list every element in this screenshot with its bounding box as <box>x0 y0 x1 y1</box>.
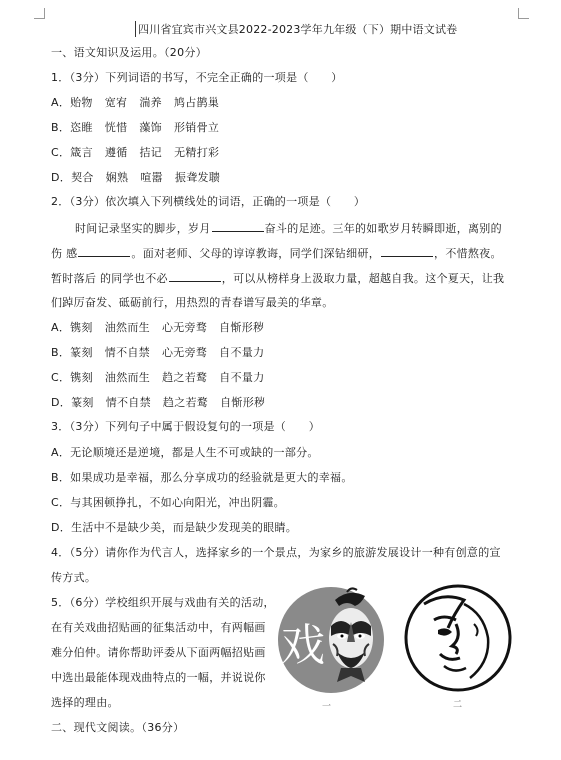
answer-blank-4[interactable] <box>169 271 221 282</box>
question-3-option-a: A．无论顺境还是逆境，都是人生不可或缺的一部分。 <box>51 446 319 459</box>
question-2-option-a: A．镌刻 油然而生 心无旁骛 自惭形秽 <box>51 321 265 334</box>
poster-2-label: 二 <box>453 700 463 710</box>
poster-2-face-sketch-image <box>404 584 512 692</box>
question-5-line-3: 难分伯仲。请你帮助评委从下面两幅招贴画 <box>51 646 266 659</box>
crop-mark-top-right <box>518 8 529 19</box>
question-3-option-b: B．如果成功是幸福，那么分享成功的经验就是更大的幸福。 <box>51 471 353 484</box>
question-5-line-5: 选择的理由。 <box>51 696 119 709</box>
answer-blank-2[interactable] <box>78 246 130 257</box>
crop-mark-top-left <box>34 8 45 19</box>
question-5-line-2: 在有关戏曲招贴画的征集活动中，有两幅画 <box>51 621 266 634</box>
question-5-line-4: 中选出最能体现戏曲特点的一幅，并说说你 <box>51 671 266 684</box>
question-2-option-d: D．篆刻 情不自禁 趋之若鹜 自惭形秽 <box>51 396 266 409</box>
question-3-stem: 3．（3分）下列句子中属于假设复句的一项是（ ） <box>51 420 320 433</box>
question-1-stem: 1．（3分）下列词语的书写，不完全正确的一项是（ ） <box>51 71 343 84</box>
question-1-option-b: B．恣睢 恍惜 藻饰 形销骨立 <box>51 121 220 134</box>
poster-1-label: 一 <box>322 702 332 712</box>
answer-blank-3[interactable] <box>381 246 433 257</box>
poster-1-character: 戏 <box>281 620 325 671</box>
question-2-stem: 2．（3分）依次填入下列横线处的词语，正确的一项是（ ） <box>51 195 366 208</box>
question-1-option-c: C．箴言 遵循 拮记 无精打彩 <box>51 146 220 159</box>
section-heading-1: 一、语文知识及运用。（20分） <box>51 46 207 59</box>
question-2-passage-line-4: 们踔厉奋发、砥砺前行，用热烈的青春谱写最美的华章。 <box>51 296 334 309</box>
question-1-option-a: A．贻物 宽宥 湍养 鸠占鹊巢 <box>51 96 220 109</box>
exam-title: 四川省宜宾市兴文县2022-2023学年九年级（下）期中语文试卷 <box>135 21 457 37</box>
question-3-option-c: C．与其困顿挣扎，不如心向阳光，冲出阴霾。 <box>51 496 285 509</box>
question-5-line-1: 5．（6分）学校组织开展与戏曲有关的活动， <box>51 596 275 609</box>
question-4-line-1: 4．（5分）请你作为代言人，选择家乡的一个景点，为家乡的旅游发展设计一种有创意的宣 <box>51 546 501 559</box>
question-3-option-d: D．生活中不是缺少美，而是缺少发现美的眼睛。 <box>51 521 298 534</box>
answer-blank-1[interactable] <box>212 221 264 232</box>
question-2-option-b: B．篆刻 情不自禁 心无旁骛 自不量力 <box>51 346 265 359</box>
question-2-passage-line-2: 伤 感 。面对老师、父母的谆谆教诲，同学们深钻细研， ，不惜熬夜。 <box>51 247 502 260</box>
poster-1-opera-mask-image <box>277 586 385 694</box>
section-heading-2: 二、现代文阅读。（36分） <box>51 721 185 734</box>
question-2-passage-line-1: 时间记录坚实的脚步，岁月 奋斗的足迹。三年的如歌岁月转瞬即逝，离别的 <box>75 222 502 235</box>
question-2-option-c: C．镌刻 油然而生 趋之若鹜 自不量力 <box>51 371 265 384</box>
question-1-option-d: D．契合 娴熟 喧嚣 振聋发聩 <box>51 171 221 184</box>
question-4-line-2: 传方式。 <box>51 571 97 584</box>
question-2-passage-line-3: 暂时落后 的同学也不必 ，可以从榜样身上汲取力量，超越自我。这个夏天，让我 <box>51 272 505 285</box>
